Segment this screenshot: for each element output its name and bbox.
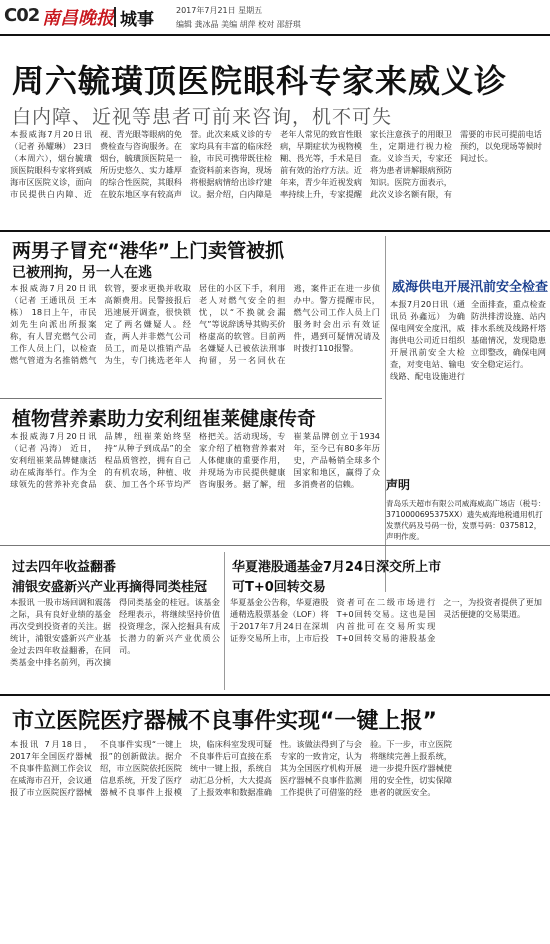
section-name: 城事 [120,10,154,30]
section-divider [0,230,550,232]
newspaper-logo: 南昌晚报 [42,8,114,29]
lead-headline: 周六毓璜顶医院眼科专家来威义诊 [12,62,508,100]
story4-body: 本报威海7月20日讯（记者 冯涛） 近日，安利纽崔莱品牌健康活动在威海举行。作为全球领先的营养补充食品品牌，纽崔莱始终坚持“从种子到成品”的全程品质管控，拥有自己的有机农场，种植、收获、加工各个环节均严格把关。活动现场，专家介绍了植物营养素对人体健康的重要作用，并现场为市民提供健康咨询服务。据了解，纽崔莱品牌创立于1934年，至今已有80多年历史，产品畅销全球多个国家和地区，赢得了众多消费者的信赖。 [10,431,380,489]
page-number: C02 [4,5,40,26]
story6-subheadline: 可T+0回转交易 [232,580,326,595]
header-divider [114,7,116,27]
story3-body: 本报7月20日讯（通讯员 孙鑫远） 为确保电网安全度汛，威海供电公司近日组织开展汛前安全大检查，对变电站、输电线路、配电设施进行全面排查，重点检查防洪排涝设施、站内排水系统及线路杆塔基础情况，发现隐患立即整改，确保电网安全稳定运行。 [390,299,546,381]
story3-headline: 威海供电开展汛前安全检查 [392,280,549,295]
editor-credits: 编辑 龚冰晶 美编 胡萍 校对 邵舒琪 [176,20,301,29]
story-divider [0,545,550,546]
page-header [0,0,550,36]
story5-body: 本报讯 一股市场回调和震荡之际，具有良好业绩的基金再次受到投资者的关注。据统计，浦银安盛新兴产业基金过去四年收益翻番，在同类基金中排名前列，再次摘得同类基金的桂冠。该基金经理表示，将继续坚持价值投资理念，深入挖掘具有成长潜力的新兴产业优质公司。 [10,597,220,667]
story5-headline: 过去四年收益翻番 [12,560,117,575]
lead-body: 本报威海7月20日讯（记者 孙耀琳） 23日（本周六），烟台毓璜顶医院眼科专家将到威海市区医院义诊，面向市民提供白内障、近视、青光眼等眼病的免费检查与咨询服务。在烟台，毓璜顶医院是一所历史悠久、实力雄厚的综合性医院，其眼科在胶东地区享有较高声誉。此次来威义诊的专家均具有丰富的临床经验，市民可携带既往检查资料前来咨询，现场将根据病情给出诊疗建议。据介绍，白内障是老年人常见的致盲性眼病，早期症状为视物模糊、畏光等，手术是目前有效的治疗方法。近年来，青少年近视发病率持续上升，专家提醒家长注意孩子的用眼卫生，定期进行视力检查。义诊当天，专家还将为患者讲解眼病预防知识。医院方面表示，此次义诊名额有限，有需要的市民可提前电话预约，以免现场等候时间过长。 [10,129,542,199]
story5-subheadline: 浦银安盛新兴产业再摘得同类桂冠 [12,580,208,595]
notice-body: 青岛乐天超市有限公司威海威高广场店（税号：3710000695375XX）遗失威海地税通用机打发票代码及号码一份，发票号码：0375812，声明作废。 [386,499,546,541]
lead-subheadline: 白内障、近视等患者可前来咨询，机不可失 [12,106,393,128]
story-divider [0,398,382,399]
story2-subheadline: 已被刑拘，另一人在逃 [12,265,152,281]
column-divider [224,552,225,690]
story2-headline: 两男子冒充“港华”上门卖管被抓 [12,240,284,262]
story7-headline: 市立医院医疗器械不良事件实现“一键上报” [12,709,437,734]
story4-headline: 植物营养素助力安利纽崔莱健康传奇 [12,408,317,430]
story2-body: 本报威海7月20日讯（记者 王通讯员 王本栋） 18日上午，市民刘先生向派出所报案称，有人冒充燃气公司工作人员上门，以检查燃气管道为名推销燃气软管，要求更换并收取高额费用。民警接报后迅速展开调查，很快锁定了两名嫌疑人。经查，两人并非燃气公司员工，而是以推销产品为生，专门挑选老年人居住的小区下手，利用老人对燃气安全的担忧，以“不换就会漏气”等说辞诱导其购买价格虚高的软管。目前两名嫌疑人已被依法刑事拘留，另一名同伙在逃，案件正在进一步侦办中。警方提醒市民，燃气公司工作人员上门服务时会出示有效证件，遇到可疑情况请及时拨打110报警。 [10,283,380,365]
notice-title: 声明 [386,478,411,492]
story7-body: 本报讯 7月18日，2017年全国医疗器械不良事件监测工作会议在威海市召开，会议通报了市立医院医疗器械不良事件实现“一键上报”的创新做法。据介绍，市立医院依托医院信息系统，开发了医疗器械不良事件上报模块，临床科室发现可疑不良事件后可直接在系统中一键上报，系统自动汇总分析，大大提高了上报效率和数据准确性。该做法得到了与会专家的一致肯定，认为其为全国医疗机构开展医疗器械不良事件监测工作提供了可借鉴的经验。下一步，市立医院将继续完善上报系统，进一步提升医疗器械使用的安全性，切实保障患者的就医安全。 [10,739,452,797]
story6-headline: 华夏港股通基金7月24日深交所上市 [232,560,442,575]
story6-body: 华夏基金公告称，华夏港股通精选股票基金（LOF）将于2017年7月24日在深圳证券交易所上市，上市后投资者可在二级市场进行T+0回转交易。这也是国内首批可在交易所实现T+0回转交易的港股基金之一，为投资者提供了更加灵活便捷的交易渠道。 [230,597,542,643]
section-divider [0,694,550,696]
issue-date: 2017年7月21日 星期五 [176,6,263,15]
